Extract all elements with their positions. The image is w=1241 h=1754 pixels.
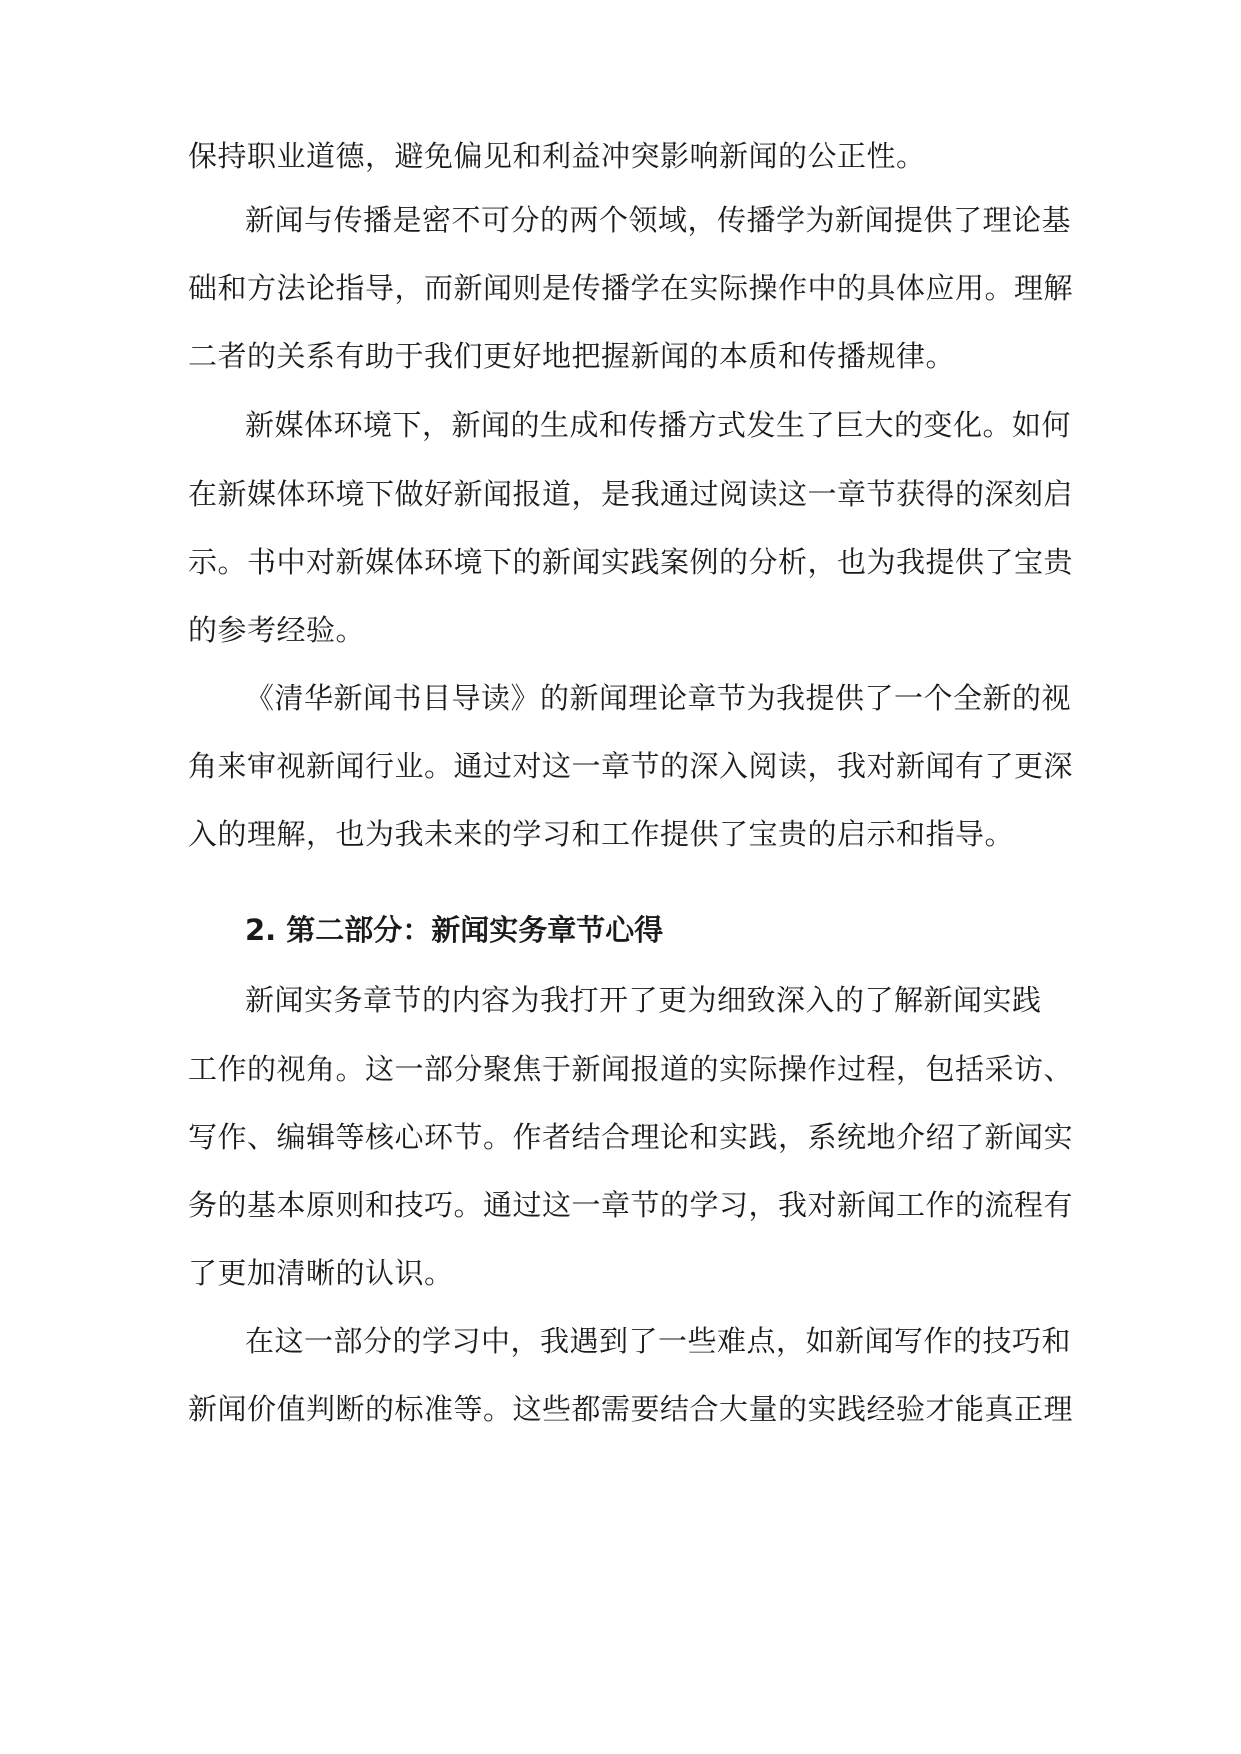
paragraph-line: 工作的视角。这一部分聚焦于新闻报道的实际操作过程，包括采访、 <box>188 1052 1074 1086</box>
paragraph-line: 入的理解，也为我未来的学习和工作提供了宝贵的启示和指导。 <box>188 817 1015 851</box>
paragraph-line: 角来审视新闻行业。通过对这一章节的深入阅读，我对新闻有了更深 <box>188 749 1074 783</box>
paragraph-line: 了更加清晰的认识。 <box>188 1256 454 1290</box>
paragraph-line: 保持职业道德，避免偏见和利益冲突影响新闻的公正性。 <box>188 139 926 173</box>
paragraph-line: 写作、编辑等核心环节。作者结合理论和实践，系统地介绍了新闻实 <box>188 1120 1074 1154</box>
paragraph-line: 在这一部分的学习中，我遇到了一些难点，如新闻写作的技巧和 <box>245 1324 1072 1358</box>
paragraph-line: 础和方法论指导，而新闻则是传播学在实际操作中的具体应用。理解 <box>188 271 1074 305</box>
paragraph-line: 的参考经验。 <box>188 613 366 647</box>
paragraph-line: 二者的关系有助于我们更好地把握新闻的本质和传播规律。 <box>188 339 956 373</box>
paragraph-line: 在新媒体环境下做好新闻报道，是我通过阅读这一章节获得的深刻启 <box>188 477 1074 511</box>
paragraph-line: 示。书中对新媒体环境下的新闻实践案例的分析，也为我提供了宝贵 <box>188 545 1074 579</box>
paragraph-line: 新闻价值判断的标准等。这些都需要结合大量的实践经验才能真正理 <box>188 1392 1074 1426</box>
paragraph-line: 务的基本原则和技巧。通过这一章节的学习，我对新闻工作的流程有 <box>188 1188 1074 1222</box>
paragraph-line: 新闻实务章节的内容为我打开了更为细致深入的了解新闻实践 <box>245 983 1042 1017</box>
paragraph-line: 新媒体环境下，新闻的生成和传播方式发生了巨大的变化。如何 <box>245 408 1072 442</box>
paragraph-line: 新闻与传播是密不可分的两个领域，传播学为新闻提供了理论基 <box>245 203 1072 237</box>
paragraph-line: 《清华新闻书目导读》的新闻理论章节为我提供了一个全新的视 <box>245 681 1072 715</box>
section-heading: 2. 第二部分：新闻实务章节心得 <box>245 913 664 947</box>
